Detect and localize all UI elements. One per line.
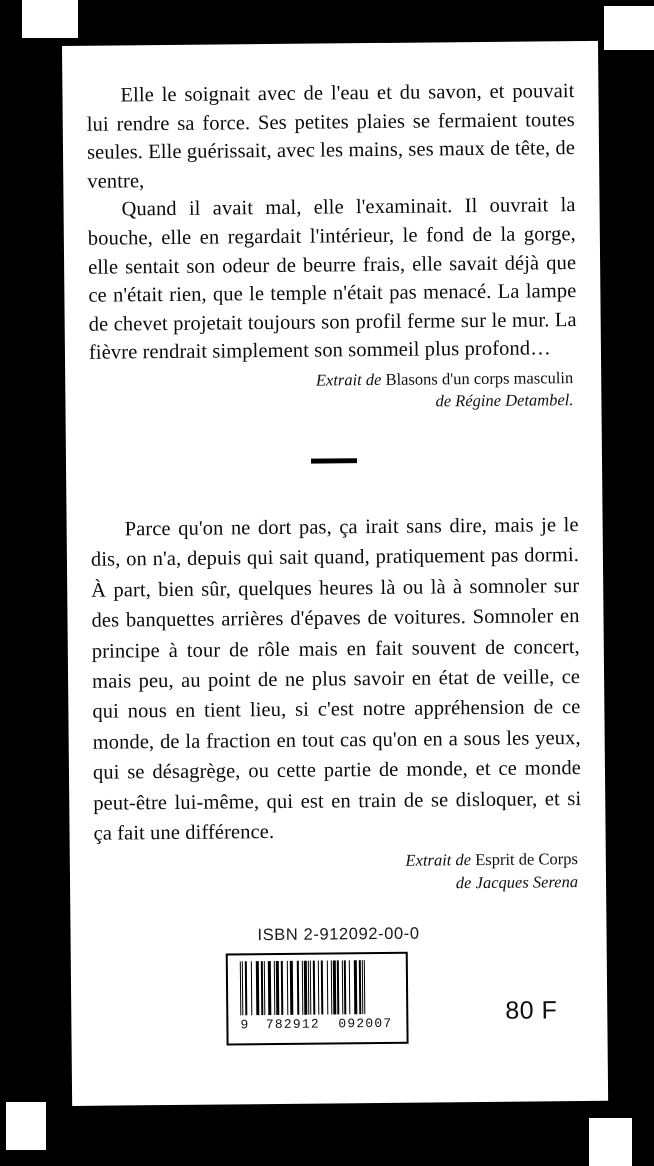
barcode bbox=[226, 952, 409, 1046]
barcode-group-2: 092007 bbox=[338, 1016, 393, 1032]
registration-mark-bottom-right bbox=[589, 1118, 632, 1166]
excerpt-one-paragraph-2: Quand il avait mal, elle l'examinait. Il ouvrait la bouche, elle en regardait l'intérieur, le fond de la gorge, elle sentait son odeur de beurre frais, elle savait déjà que ce n'était rien, que le temple n'était pas menacé. La lampe de chevet projetait toujours son profil ferme sur le mur. La fièvre rendrait simplement son sommeil plus profond… bbox=[87, 194, 577, 365]
excerpt-one bbox=[86, 77, 577, 417]
barcode-group-1: 782912 bbox=[265, 1016, 320, 1033]
excerpt-two-attribution-author: de Jacques Serena bbox=[455, 871, 579, 893]
barcode-digits bbox=[236, 1016, 398, 1033]
isbn-text: ISBN 2-912092-00-0 bbox=[257, 925, 420, 945]
excerpt-one-attribution-prefix: Extrait de bbox=[315, 369, 382, 390]
excerpt-two-paragraph-1: Parce qu'on ne dort pas, ça irait sans dire, mais je le dis, on n'a, depuis qui sait quand, pratiquement pas dormi. À part, bien sûr, quelques heures là ou là à somnoler sur des banquettes arrières d'épaves de voitures. Somnoler en principe à tour de rôle mais en fait souvent de concert, mais peu, au point de ne plus savoir en état de veille, ce qui nous en tient lieu, si c'est notre appréhension de ce monde, de la fraction en tout cas qu'on en a sous les yeux, qui se désagrège, ou cette partie de monde, et ce monde peut-être lui-même, qui est en train de se disloquer, et si ça fait une différence. bbox=[90, 514, 582, 845]
registration-mark-top-right bbox=[604, 6, 654, 50]
registration-mark-top-left bbox=[22, 0, 78, 38]
excerpt-two-attribution-title: Esprit de Corps bbox=[475, 849, 578, 870]
barcode-row bbox=[95, 950, 584, 1051]
section-spacer bbox=[90, 466, 578, 515]
isbn-row bbox=[94, 923, 582, 947]
registration-mark-bottom-left bbox=[6, 1102, 46, 1150]
excerpt-two bbox=[91, 510, 583, 898]
excerpt-one-paragraph-1: Elle le soignait avec de l'eau et du savon, et pouvait lui rendre sa force. Ses petites plaies se fermaient toutes seules. Elle guérissait, avec les mains, ses maux de tête, de ventre, bbox=[86, 80, 576, 193]
book-back-cover bbox=[62, 41, 608, 1106]
excerpt-one-attribution-title: Blasons d'un corps masculin bbox=[385, 368, 574, 389]
excerpt-two-attribution-prefix: Extrait de bbox=[405, 850, 472, 871]
page-content bbox=[62, 41, 608, 1106]
excerpt-one-attribution bbox=[89, 367, 577, 417]
barcode-bars bbox=[240, 960, 399, 1016]
section-divider-rule bbox=[311, 458, 357, 463]
barcode-digit-lead: 9 bbox=[240, 1017, 250, 1033]
excerpt-two-attribution bbox=[94, 848, 582, 898]
price-label: 80 F bbox=[505, 996, 558, 1026]
excerpt-one-attribution-author: de Régine Detambel. bbox=[435, 390, 574, 411]
